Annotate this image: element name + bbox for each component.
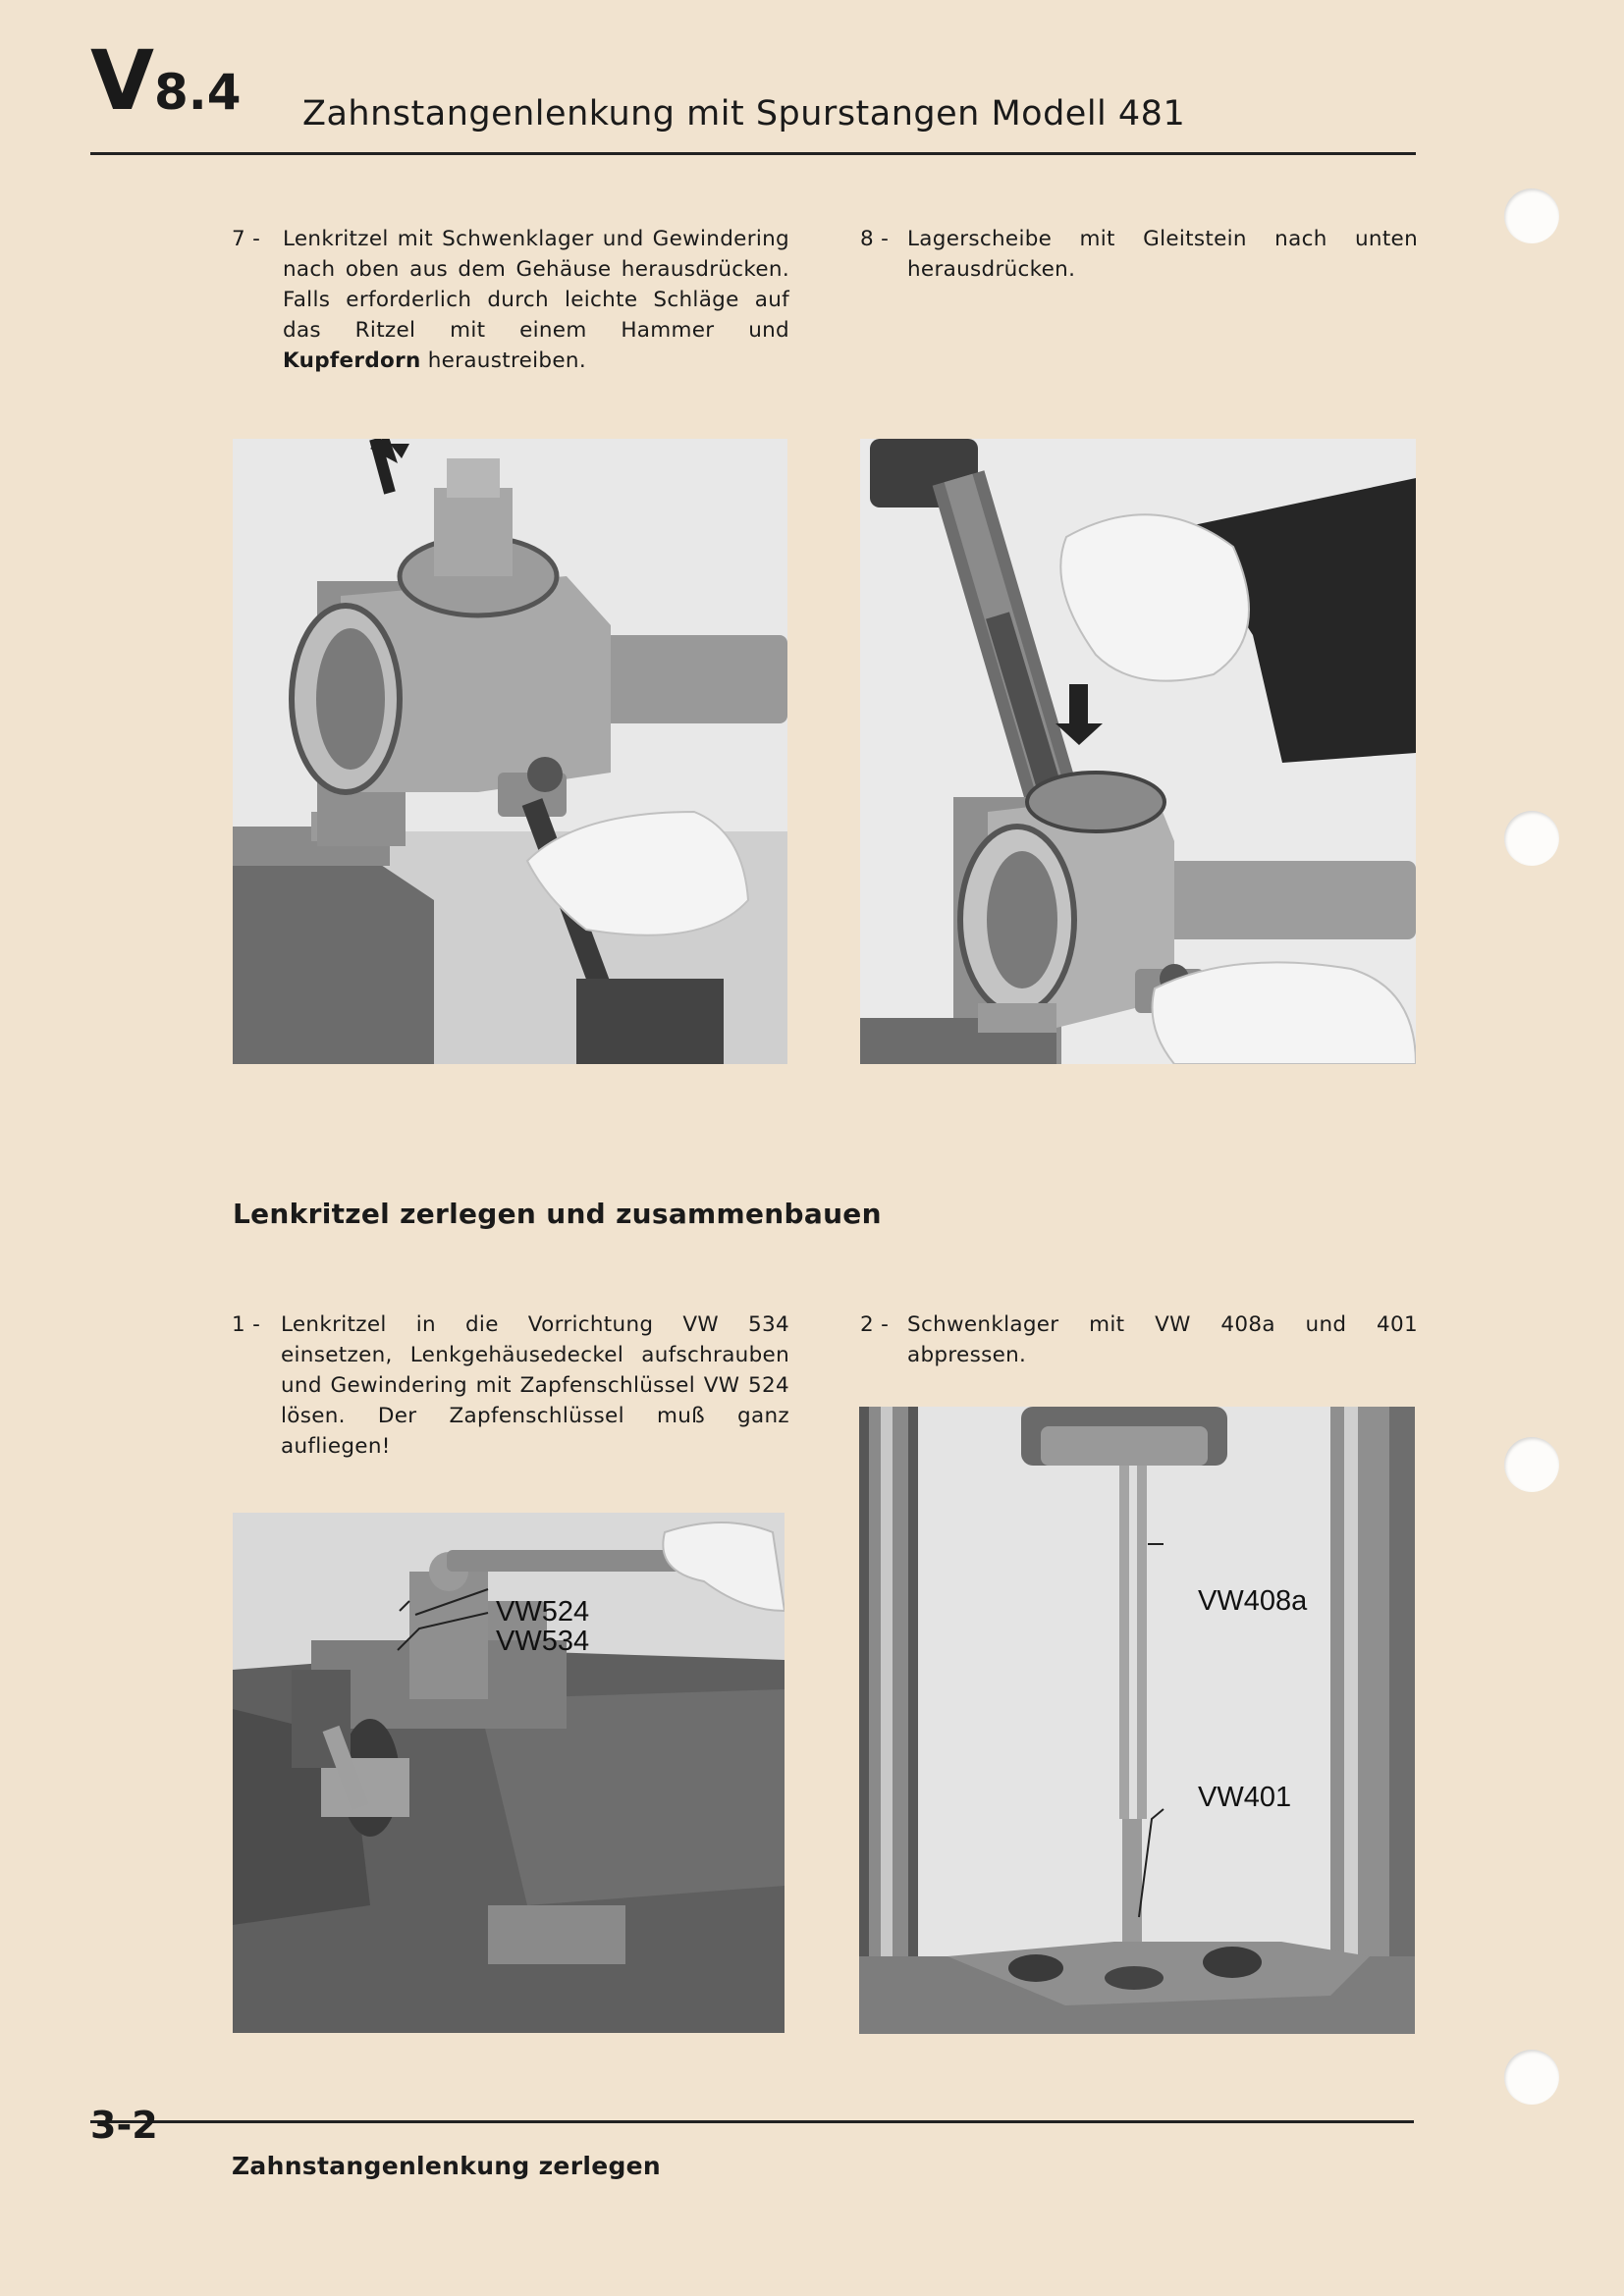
photo-press-graphic bbox=[859, 1407, 1415, 2034]
page-number: 3-2 bbox=[90, 2104, 158, 2147]
step-7-text-main: Lenkritzel mit Schwenklager und Gewindering nach oben aus dem Gehäuse herausdrücken. Falls erforderlich durch leichte Schläge auf das Ritzel mit einem Hammer und bbox=[283, 227, 789, 343]
tool-label-vw534: VW534 bbox=[496, 1626, 590, 1657]
tool-label-vw408a: VW408a bbox=[1198, 1585, 1308, 1617]
step-7-text bbox=[283, 224, 789, 376]
step-2-text: Schwenklager mit VW 408a und 401 abpressen. bbox=[907, 1312, 1418, 1367]
section-code-number: 8.4 bbox=[154, 64, 242, 121]
step-2-number: 2 - bbox=[860, 1312, 890, 1337]
punch-hole bbox=[1504, 811, 1559, 866]
section-code bbox=[90, 32, 242, 129]
step-8 bbox=[860, 224, 1418, 285]
step-7-tool-name: Kupferdorn bbox=[283, 348, 421, 373]
step-1-number: 1 - bbox=[232, 1312, 261, 1337]
photo-washer-removal bbox=[860, 439, 1416, 1064]
photo-pinion-removal bbox=[233, 439, 787, 1064]
footer-rule bbox=[90, 2120, 1414, 2123]
photo-spanner-fixture-graphic bbox=[233, 1513, 785, 2033]
section-title: Lenkritzel zerlegen und zusammenbauen bbox=[233, 1198, 882, 1230]
step-8-number: 8 - bbox=[860, 227, 890, 251]
section-code-letter: V bbox=[90, 32, 153, 129]
step-8-text: Lagerscheibe mit Gleitstein nach unten herausdrücken. bbox=[907, 227, 1418, 282]
punch-hole bbox=[1504, 1437, 1559, 1492]
tool-label-vw401: VW401 bbox=[1198, 1782, 1292, 1813]
photo-pinion-removal-graphic bbox=[233, 439, 787, 1064]
step-7 bbox=[232, 224, 789, 376]
step-7-number: 7 - bbox=[232, 227, 261, 251]
tool-label-vw524: VW524 bbox=[496, 1596, 590, 1628]
photo-spanner-fixture bbox=[233, 1513, 785, 2033]
step-1 bbox=[232, 1309, 789, 1462]
punch-hole bbox=[1504, 2050, 1559, 2105]
step-7-text-end: heraustreiben. bbox=[420, 348, 586, 373]
photo-press bbox=[859, 1407, 1415, 2034]
footer-title: Zahnstangenlenkung zerlegen bbox=[232, 2152, 661, 2180]
page-title: Zahnstangenlenkung mit Spurstangen Modell 481 bbox=[302, 94, 1186, 133]
header-rule bbox=[90, 152, 1416, 155]
step-2 bbox=[860, 1309, 1418, 1370]
step-1-text: Lenkritzel in die Vorrichtung VW 534 einsetzen, Lenkgehäusedeckel aufschrauben und Gewindering mit Zapfenschlüssel VW 524 lösen. Der Zapfenschlüssel muß ganz aufliegen! bbox=[281, 1312, 789, 1459]
photo-washer-removal-graphic bbox=[860, 439, 1416, 1064]
punch-hole bbox=[1504, 188, 1559, 243]
